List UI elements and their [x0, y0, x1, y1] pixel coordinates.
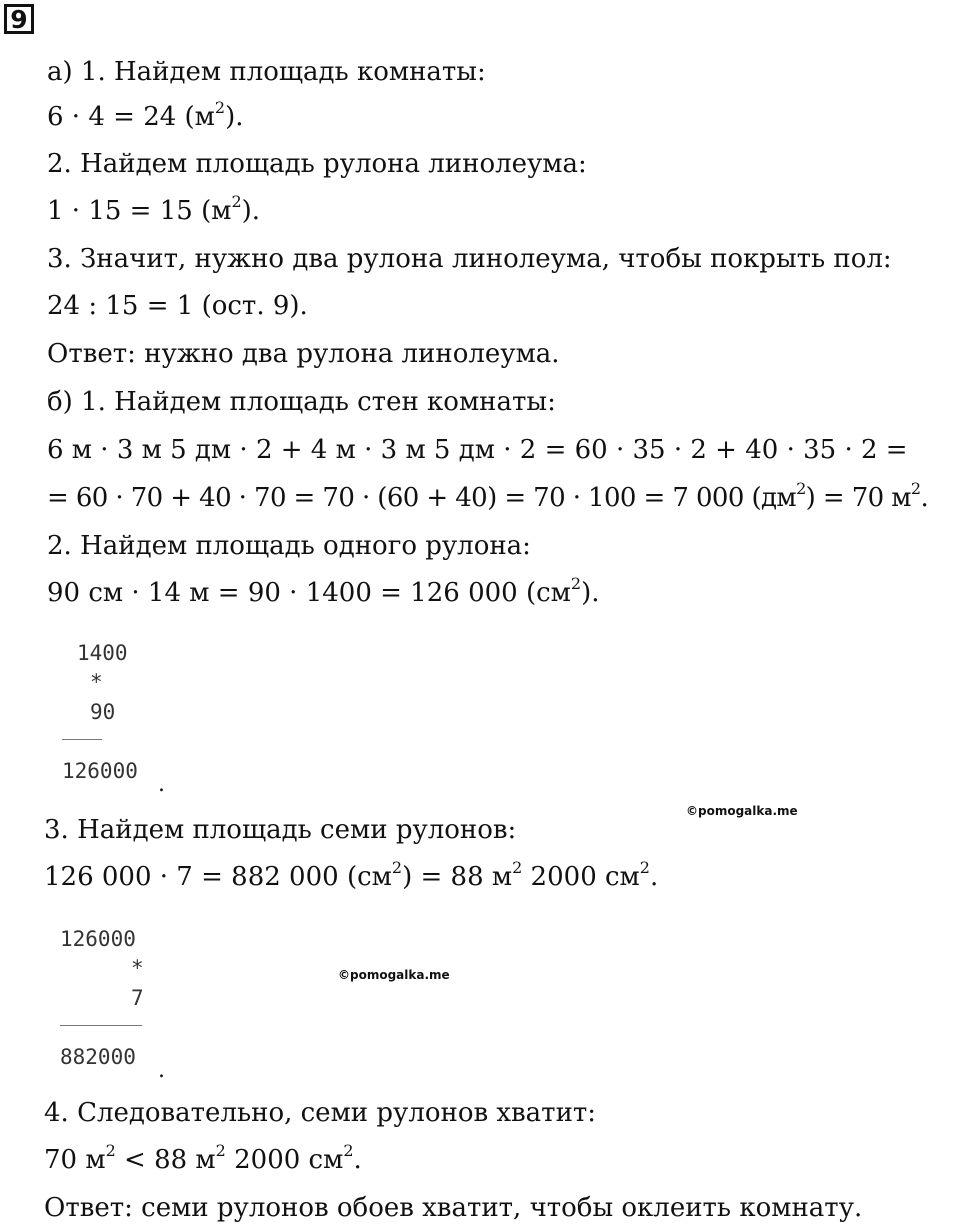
watermark: ©pomogalka.me — [686, 804, 798, 818]
text-line: = 60 · 70 + 40 · 70 = 70 · (60 + 40) = 70 · 100 = 7 000 $(дм^2) = 70$ $м^2$. — [47, 479, 929, 513]
calc-rule — [60, 1025, 142, 1026]
text-line: 70 $м^2 < 88$ $м^2$ 2000 $см^2$. — [44, 1141, 362, 1175]
text-line: а) 1. Найдем площадь комнаты: — [47, 57, 486, 87]
text-line: Ответ: семи рулонов обоев хватит, чтобы оклеить комнату. — [44, 1193, 863, 1223]
calc-result: 126000 — [62, 759, 138, 783]
text-line: б) 1. Найдем площадь стен комнаты: — [47, 387, 556, 417]
calc-top-operand: 126000 — [60, 927, 136, 951]
text-line: 3. Найдем площадь семи рулонов: — [44, 815, 517, 845]
text-line: 6 · 4 = 24 $(м^2)$. — [47, 98, 244, 132]
calc-operator: * — [131, 956, 144, 980]
calc-top-operand: 1400 — [77, 641, 128, 665]
calc-bottom-operand: 7 — [131, 986, 144, 1010]
calc-rule — [62, 739, 102, 740]
text-line: 4. Следовательно, семи рулонов хватит: — [44, 1098, 597, 1128]
watermark: ©pomogalka.me — [338, 968, 450, 982]
calc-operator: * — [90, 670, 103, 694]
text-line: 1 · 15 = 15 $(м^2)$. — [47, 192, 261, 226]
text-line: 2. Найдем площадь рулона линолеума: — [47, 149, 587, 179]
calc-result: 882000 — [60, 1045, 136, 1069]
calc-dot: . — [158, 772, 165, 797]
calc-dot: . — [158, 1058, 165, 1083]
text-line: 90 см · 14 м = 90 · 1400 = 126 000 $(см^2)$. — [47, 574, 600, 608]
text-line: Ответ: нужно два рулона линолеума. — [47, 339, 560, 369]
text-line: 24 : 15 = 1 (ост. 9). — [47, 291, 308, 321]
task-number: 9 — [4, 4, 34, 34]
text-line: 3. Значит, нужно два рулона линолеума, чтобы покрыть пол: — [47, 244, 892, 274]
calc-bottom-operand: 90 — [90, 700, 116, 724]
text-line: 2. Найдем площадь одного рулона: — [47, 531, 531, 561]
text-line: 6 м · 3 м 5 дм · 2 + 4 м · 3 м 5 дм · 2 = 60 · 35 · 2 + 40 · 35 · 2 = — [47, 435, 908, 465]
text-line: 126 000 · 7 = 882 000 $(см^2) = 88$ $м^2$ 2000 $см^2$. — [44, 858, 659, 892]
